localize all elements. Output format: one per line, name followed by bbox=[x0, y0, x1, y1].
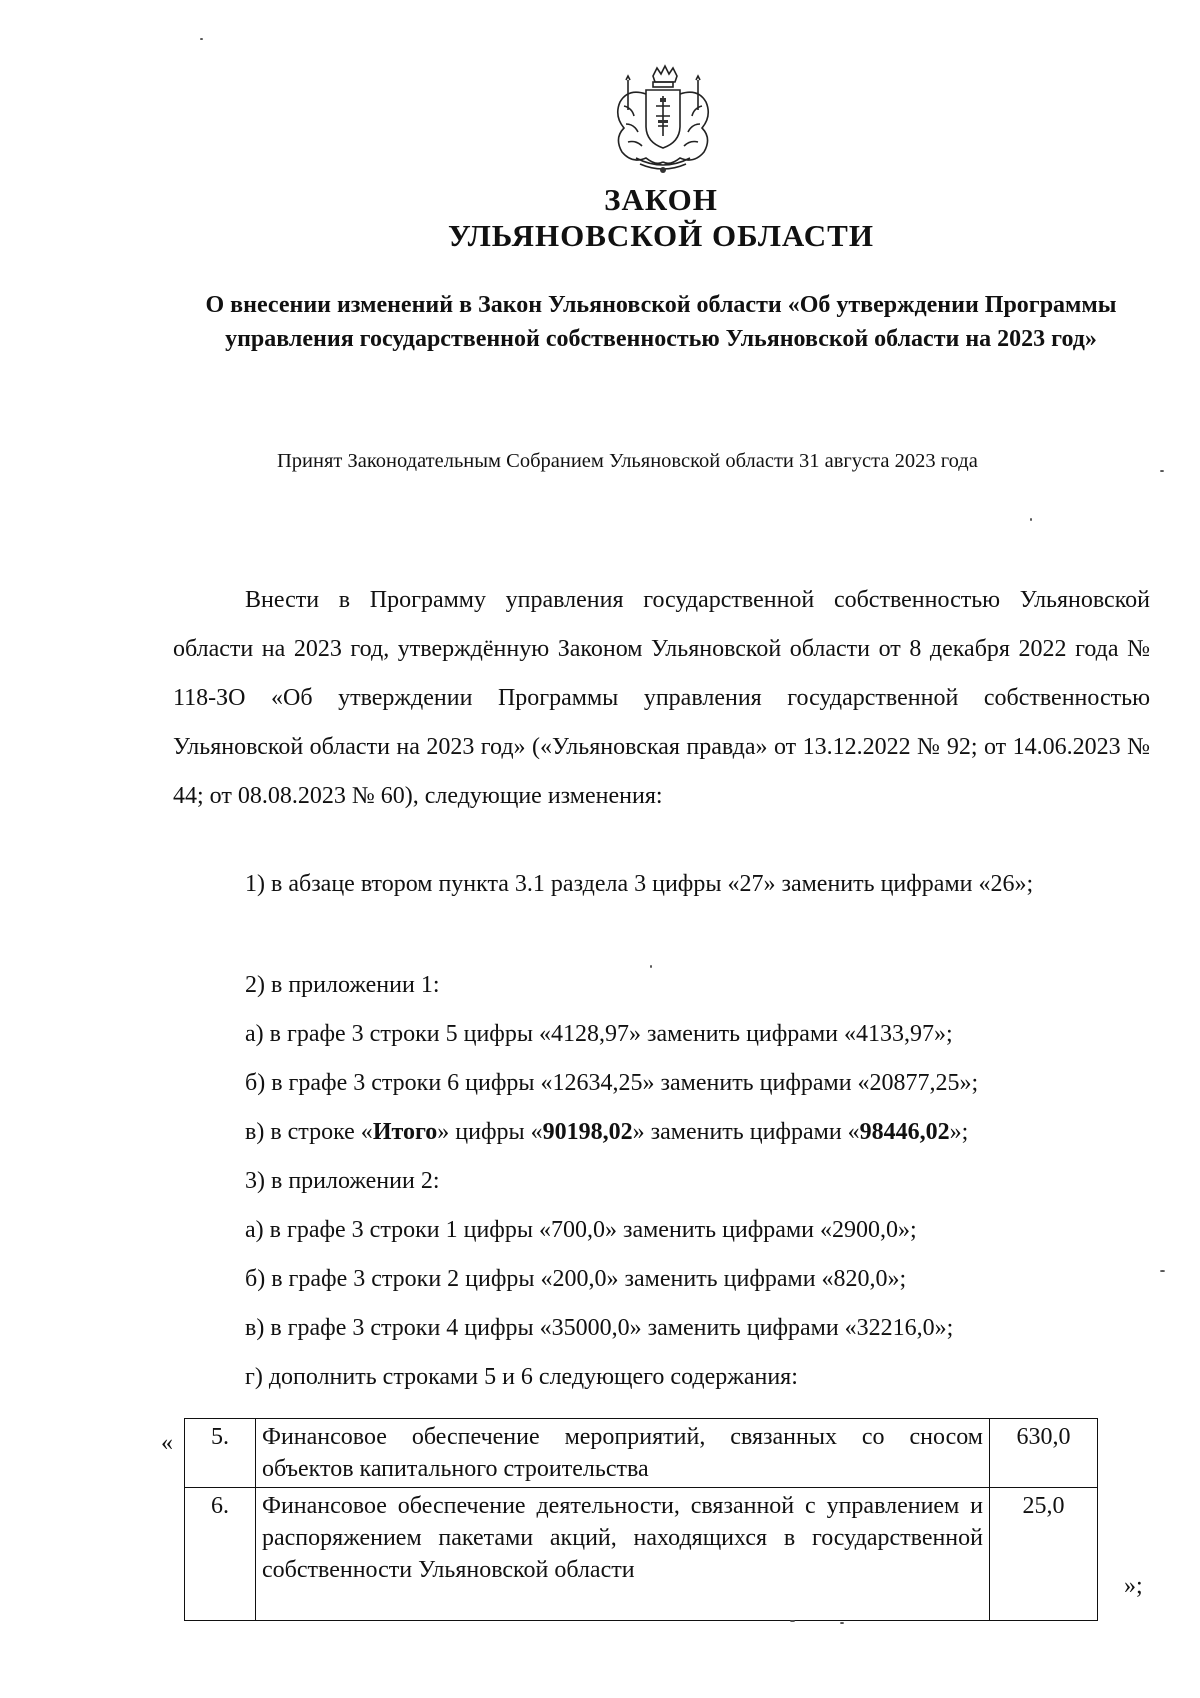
item-2c-word: Итого bbox=[372, 1119, 438, 1145]
scan-speck bbox=[790, 1620, 795, 1622]
row-description: Финансовое обеспечение деятельности, связанной с управлением и распоряжением пакетами акций, находящихся в государственной собственности Ульяновской области bbox=[256, 1488, 990, 1621]
coat-of-arms-icon bbox=[606, 62, 716, 178]
row-number: 5. bbox=[185, 1419, 256, 1488]
item-3-heading: 3) в приложении 2: bbox=[245, 1168, 440, 1194]
table-open-quote: « bbox=[161, 1430, 173, 1456]
item-2a: а) в графе 3 строки 5 цифры «4128,97» заменить цифрами «4133,97»; bbox=[245, 1021, 953, 1047]
scan-speck bbox=[650, 965, 652, 968]
item-2c bbox=[245, 1119, 968, 1146]
scan-speck bbox=[1160, 470, 1164, 472]
table-row bbox=[185, 1419, 1098, 1488]
inserted-rows-table bbox=[184, 1418, 1098, 1621]
scan-speck bbox=[1160, 1270, 1165, 1272]
item-2c-new: 98446,02 bbox=[859, 1119, 950, 1145]
item-3a: а) в графе 3 строки 1 цифры «700,0» заменить цифрами «2900,0»; bbox=[245, 1217, 917, 1243]
region-title: УЛЬЯНОВСКОЙ ОБЛАСТИ bbox=[448, 218, 874, 253]
item-3c: в) в графе 3 строки 4 цифры «35000,0» заменить цифрами «32216,0»; bbox=[245, 1315, 954, 1341]
scan-speck bbox=[840, 1622, 844, 1624]
row-value: 25,0 bbox=[990, 1488, 1098, 1621]
item-2c-old: 90198,02 bbox=[542, 1119, 633, 1145]
adoption-note: Принят Законодательным Собранием Ульяновской области 31 августа 2023 года bbox=[277, 450, 978, 472]
item-2-heading: 2) в приложении 1: bbox=[245, 972, 440, 998]
table-row bbox=[185, 1488, 1098, 1621]
item-2b: б) в графе 3 строки 6 цифры «12634,25» заменить цифрами «20877,25»; bbox=[245, 1070, 979, 1096]
item-3d: г) дополнить строками 5 и 6 следующего содержания: bbox=[245, 1364, 798, 1390]
item-2c-mid2: » заменить цифрами « bbox=[632, 1119, 860, 1145]
item-2c-mid1: » цифры « bbox=[437, 1119, 543, 1145]
row-number: 6. bbox=[185, 1488, 256, 1621]
law-subtitle: О внесении изменений в Закон Ульяновской области «Об утверждении Программы управления государственной собственностью Ульяновской области на 2023 год» bbox=[205, 292, 1117, 352]
item-2c-post: »; bbox=[949, 1119, 969, 1145]
intro-paragraph: Внести в Программу управления государственной собственностью Ульяновской области на 2023 год, утверждённую Законом Ульяновской области от 8 декабря 2022 года № 118-ЗО «Об утверждении Программы управления государственной собственностью Ульяновской области на 2023 год» («Ульяновская правда» от 13.12.2022 № 92; от 14.06.2023 № 44; от 08.08.2023 № 60), следующие изменения: bbox=[173, 587, 1150, 809]
law-title: ЗАКОН bbox=[604, 182, 718, 217]
item-2c-pre: в) в строке « bbox=[245, 1119, 373, 1145]
item-1: 1) в абзаце втором пункта 3.1 раздела 3 цифры «27» заменить цифрами «26»; bbox=[245, 871, 1034, 897]
scan-speck bbox=[1030, 518, 1032, 521]
scan-speck bbox=[200, 38, 203, 40]
row-description: Финансовое обеспечение мероприятий, связанных со сносом объектов капитального строительства bbox=[256, 1419, 990, 1488]
table-close-quote: »; bbox=[1124, 1573, 1143, 1599]
row-value: 630,0 bbox=[990, 1419, 1098, 1488]
item-3b: б) в графе 3 строки 2 цифры «200,0» заменить цифрами «820,0»; bbox=[245, 1266, 907, 1292]
